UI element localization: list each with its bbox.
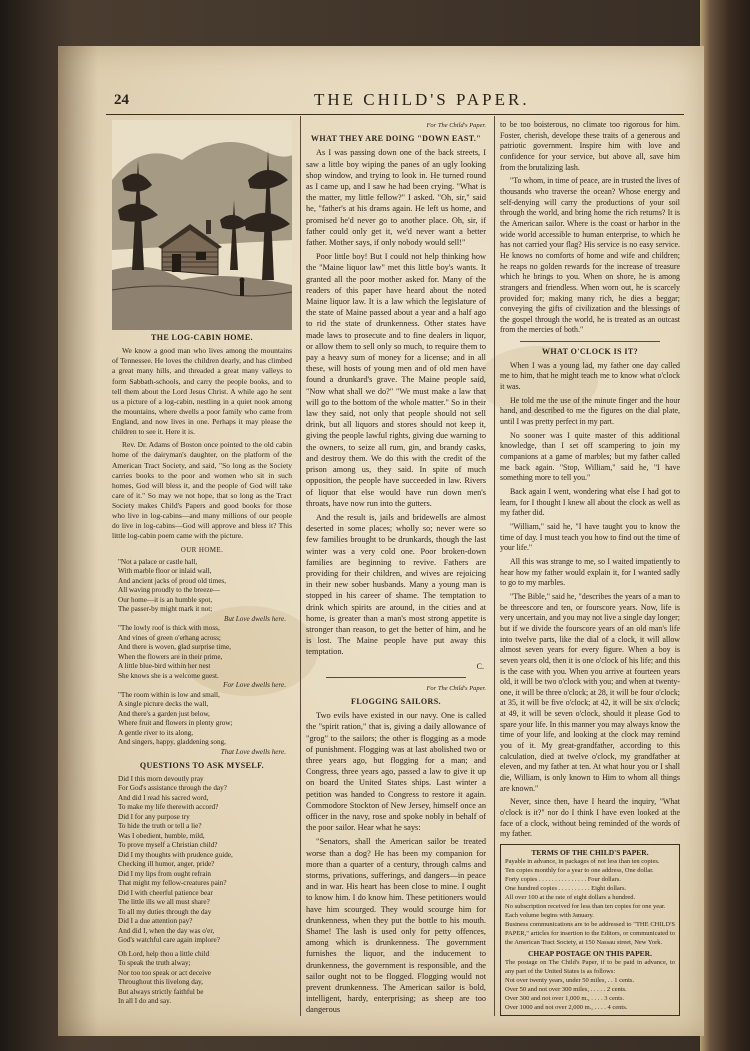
column-3 [500,120,680,1016]
poem-line: Our home—it is an humble spot, [118,595,213,604]
article-credit: For The Child's Paper. [426,684,486,692]
poem-line: "Not a palace or castle hall, [118,557,198,566]
terms-line: Ten copies monthly for a year to one address, One dollar. [505,867,654,874]
article-title: THE LOG-CABIN HOME. [150,333,254,342]
column-divider [494,116,495,1016]
header-rule [106,114,684,115]
poem-line: She knows she is a welcome guest. [118,671,219,680]
column-2 [306,120,486,1019]
page-number: 24 [114,92,129,108]
poem-line: Oh Lord, help thou a little child [118,949,210,958]
column-divider [300,116,301,1016]
poem-line: For God's assistance through the day? [118,784,227,793]
poem-line: To all my duties through the day [118,907,212,916]
poem-line: A little blue-bird within her nest [118,662,211,671]
page-header [114,92,674,114]
paragraph: We know a good man who lives among the mountains of Tennessee. He loves the children dearly, and has climbed a great many hills, and threaded a great many valleys to form Sabbath-schools, and carry the people books, and to tell them about the Lord Jesus Christ. A while ago he sent us a picture of a log-cabin, nestling in a quiet nook among the mountains, where dwells a poor family who came from England, and now lives in one. Perhaps it may please the children to see it. Here it is. [112,346,292,437]
poem-line: Did I for any purpose try [118,812,190,821]
paragraph: Two evils have existed in our navy. One is called the "spirit ration," that is, giving a daily allowance of "grog" to the sailors; the other is flogging as a mode of punishment. Flogging was at last abolished two or three years ago, but flogging for a man; and Congress, three years ago, passed a law to give it up on board the United States ships. Last winter a petition was handed to Congress to restore it again. Commodore Stockton of New Jersey, himself once an officer in the navy, rose and spoke nobly in behalf of the poor sailor. Hear what he says: [306,711,486,833]
poem-line: And vines of green o'erhang across; [118,633,221,642]
postage-line: Over 50 and not over 300 miles, . . . . . 2 cents. [505,986,627,993]
terms-line: Payable in advance, in packages of not less than ten copies. [505,858,660,865]
paragraph: "To whom, in time of peace, are in trusted the lives of thousands who traverse the ocean? Whose energy and self-denying will carry the productions of your soil through the world, and bring home the rich returns? It is the American sailor. Where is the coast or harbor in the wide world accessible to human enterprise, to which he has not carried your flag? His service is no easy service. He knows no comforts of home and wife and children; he reaps no golden rewards for the increase of treasure which he brings to you. When on shore, he is among strangers and friendless. When worn out, he is scarcely provided for; making many rich, he dies a beggar; conveying the gifts of civilization and the blessings of the gospel through the world, he is treated as an outcast from the mercies of both." [500,176,680,335]
paragraph: No sooner was I quite master of this additional knowledge, than I set off scampering to join my companions at a game of marbles; but my father called me back again. "Stop, William," said he, "I have something more to tell you." [500,430,680,483]
terms-title: TERMS OF THE CHILD'S PAPER. [531,848,649,857]
poem-line: In all I do and say. [118,997,172,1006]
poem-line: To hide the truth or tell a lie? [118,822,202,831]
terms-line: All over 100 at the rate of eight dollars a hundred. [505,894,636,901]
terms-line: One hundred copies . . . . . . . . . . Eight dollars. [505,885,627,892]
poem-refrain: But Love dwells here. [223,614,286,623]
poem-line: Did I with cheerful patience bear [118,888,213,897]
poem-line: Where fruit and flowers in plenty grow; [118,719,233,728]
poem-line: And did I read his sacred word, [118,793,209,802]
poem-line: And singers, happy, gladdening song, [118,738,226,747]
terms-box [500,844,680,1016]
poem-line: And ancient jacks of proud old times, [118,576,226,585]
poem-line: And did I, when the day was o'er, [118,926,215,935]
paragraph: When I was a young lad, my father one day called me to him, that he might teach me to know what o'clock it was. [500,360,680,392]
poem-line: God's watchful care again implore? [118,936,220,945]
paragraph: Rev. Dr. Adams of Boston once pointed to the old cabin home of the dairyman's daughter, on the platform of the American Tract Society, and said, "So long as the Society carries books to the poor and women who sit in such homes, God will bless it, and the people of God will take care of it." So may we not hope, that so long as the Tract Society makes Child's Papers and good books for those who live in log-cabins—and many millions of our people do live in log-cabins—God will approve and bless it? This little log-cabin poem came with the picture. [112,440,292,541]
paragraph: "William," said he, "I have taught you to know the time of day. I must teach you how to find out the time of your life." [500,521,680,553]
book-spine-edge [700,0,750,1051]
poem-line: Did I this morn devoutly pray [118,774,204,783]
poem-line: And there's a garden just below, [118,709,210,718]
poem-our-home [118,558,292,758]
poem-line: The little ills we all must share? [118,898,210,907]
poem-line: To prove myself a Christian child? [118,841,218,850]
poem-line: And there is woven, glad surprise time, [118,643,231,652]
postage-line: The postage on The Child's Paper, if to be paid in advance, to any part of the United States is as follows: [505,959,675,975]
page-gutter-shadow [58,46,98,1036]
poem-line: When the flowers are in their prime, [118,652,223,661]
poem-line: But always strictly faithful be [118,987,204,996]
column-1 [112,120,292,1011]
paragraph: "Senators, shall the American sailor be treated worse than a dog? He has been my companion for more than a quarter of a century, through calms and storms, privations, sufferings, and dangers—in peace and in war. His heart has been close to mine. I ought to know him. I do know him. These petitioners would have him scourged. They would scourge him for drunkenness, when they put the bottle to his mouth. Shame! The lash is used only for petty offences, among which is drunkenness. The government furnishes the liquor, and the inducement to drunkenness, the government is responsible, and the sailor ought not to be flogged. Flogging would not prevent drunkenness. The American sailor is bold, intelligent, hardy, enterprising; as sheep are too dangerous [306,837,486,1015]
poem-line: Throughout this livelong day, [118,978,203,987]
article-credit: For The Child's Paper. [426,122,486,129]
poem-line: To make my life therewith accord? [118,803,219,812]
paragraph: "The Bible," said he, "describes the years of a man to be threescore and ten, or fourscore years. Now, life is very uncertain, and you may not live a single day longer; but if we divide the fourscore years of an old man's life into twelve parts, like the dial of a clock, it will allow almost seven years for every figure. When a boy is seven years old, then it is one o'clock of his life; and this is the case with you. When you arrive at fourteen years old, it will be two o'clock with you; and when at twenty-one, it will be three o'clock; at 28, it will be four o'clock; at 35, it will be five o'clock; at 42, it will be six o'clock; at 49, it will be seven o'clock, should it please God to spare your life. In this manner you may always know the time of your life, and looking at the clock may remind you of it. My great-grandfather, according to this calculation, died at twelve o'clock, my grandfather at eleven, and my father at ten. At what hour you or I shall die, William, is only known to Him to whom all things are known." [500,591,680,793]
poem-title: OUR HOME. [180,545,224,554]
terms-line: Business communications are to be addressed to "THE CHILD'S PAPER," articles for insertion to the Editors, or communicated to the American Tract Society, at 150 Nassau street, New York. [505,921,675,946]
paragraph: And the result is, jails and bridewells are almost deserted in some places; wholly so; never were so few families brought to be drunkards, though the last winter was a very cold one. Poor broken-down families are beginning to revive. Fathers are providing for their children, and wives are rejoicing in their new sober husbands. Many a young man is stopped in his career of shame. The temptation to drink which spirits are around, in the cities and at home, is greater than a man's most strong appetite is stronger than reason, to get the better of him, and he is lost. The Maine people have put away this temptation. [306,512,486,657]
paragraph: to be too boisterous, no climate too rigorous for him. Foster, cherish, develope these traits of a generous and patriotic government. Inspire him with love and confidence for your service, but above all, save him from the brutalizing lash. [500,120,680,172]
poem-line: That might my fellow-creatures pain? [118,879,227,888]
poem-title: QUESTIONS TO ASK MYSELF. [139,761,265,771]
poem-line: Did I my lips from ought refrain [118,869,212,878]
article-title: FLOGGING SAILORS. [351,696,441,706]
article-title: WHAT THEY ARE DOING "DOWN EAST." [310,134,482,144]
poem-line: Checking ill humor, anger, pride? [118,860,215,869]
article-title: WHAT O'CLOCK IS IT? [542,347,638,357]
article-separator [326,677,466,678]
paragraph: Poor little boy! But I could not help thinking how the "Maine liquor law" met this little boy's wants. It granted all the poor mother asked for. Many of the readers of this paper have heard about the noted Maine liquor law. It is a law which the legislature of the state of Maine passed about a year and a half ago to rid the state of drunkenness. Other states have made laws to prosecute and to fine dealers in liquor, or allow them to sell only so much, to require them to pay a heavy sum of money for a license; and in all these, will hosts of young men and of old men have found a drunkard's grave. The Maine people said, "Now what shall we do?" "We must make a law that will go to the bottom of the whole matter." So in their law they said, not only that people should not sell drink, but all liquors and stores should not keep it, giving the people lawful rights, giving due warning to the owners, to seize all rum, gin, and brandy casks, and destroy them. We do this with the credit of the prison among us, they said. In spite of much opposition, the people have succeeded in law. Rivers of liquor that else would have run down men's throats, have now run into the gutters. [306,252,486,508]
poem-refrain: For Love dwells here. [223,681,286,690]
poem-line: With marble floor or inlaid wall, [118,567,212,576]
paragraph: He told me the use of the minute finger and the hour hand, and described to me the figures on the dial plate, until I was pretty perfect in my part. [500,395,680,427]
newspaper-page [58,46,704,1036]
terms-line: No subscription received for less than ten copies for one year. [505,903,666,910]
poem-line: A single picture decks the wall, [118,700,209,709]
poem-line: "The room within is low and small, [118,690,220,699]
postage-title: CHEAP POSTAGE ON THIS PAPER. [528,949,652,958]
poem-line: Was I obedient, humble, mild, [118,831,205,840]
poem-line: A gentle river to its along, [118,728,194,737]
poem-line: Nor too too speak or act deceive [118,968,212,977]
paragraph: All this was strange to me, so I waited impatiently to hear how my father would explain it, for I wanted sadly to go to my marbles. [500,556,680,588]
paragraph: Back again I went, wondering what else I had got to learn, for I thought I knew all about the clock as well as my father did. [500,487,680,518]
paragraph: Never, since then, have I heard the inquiry, "What o'clock is it?" nor do I think I have even looked at the face of a clock, without being reminded of the words of my father. [500,797,680,839]
poem-line: Did I a due attention pay? [118,917,193,926]
log-cabin-illustration [112,120,292,330]
poem-line: All waving proudly to the breeze— [118,586,220,595]
terms-line: Each volume begins with January. [505,912,594,919]
poem-line: To speak the truth alway; [118,959,191,968]
terms-line: Forty copies . . . . . . . . . . . . . . . Four dollars. [505,876,621,883]
article-separator [520,341,660,342]
paragraph: As I was passing down one of the back streets, I saw a little boy wiping the panes of an ugly looking shop window, and trying to look in. He turned round as I came up, and I saw he had been crying. "What is the matter, my little fellow?" I asked. "Oh, sir," said he, "father's at his drams again. He left us home, and promised he'd never go to another place. Oh, sir, if father could only get it, we'd never want a better father. Mother says, if only nobody would sell!" [306,148,486,248]
poem-questions [118,775,292,1007]
masthead: THE CHILD'S PAPER. [314,90,530,109]
poem-line: Did I my thoughts with prudence guide, [118,850,233,859]
poem-refrain: That Love dwells here. [220,747,286,756]
article-signoff: C. [476,661,484,671]
postage-line: Over 300 and not over 1,000 m., . . . . 3 cents. [505,995,625,1002]
postage-line: Over 1000 and not over 2,000 m., . . . . 4 cents. [505,1004,628,1011]
postage-line: Not over twenty years, under 50 miles, . . 1 cents. [505,977,635,984]
poem-line: "The lowly roof is thick with moss, [118,624,220,633]
poem-line: The passer-by might mark it not; [118,605,213,614]
